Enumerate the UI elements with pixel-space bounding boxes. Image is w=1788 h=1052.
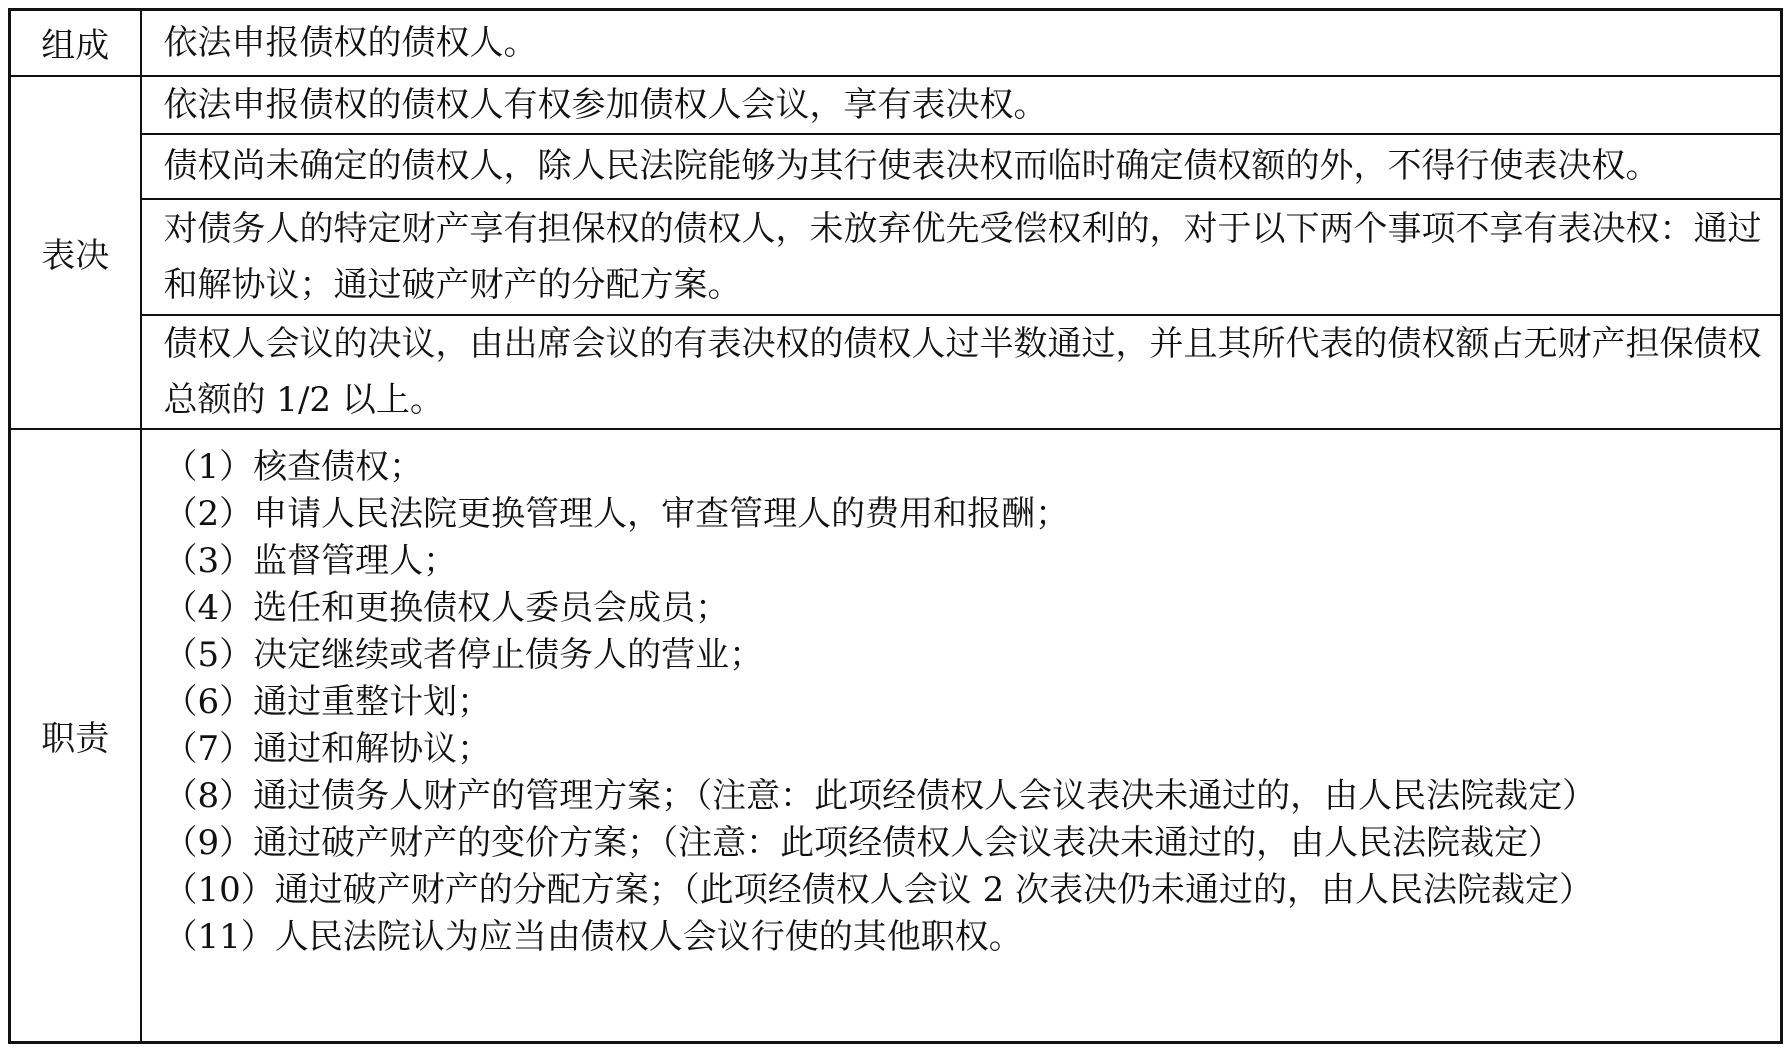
composition-text: 依法申报债权的债权人。 (141, 10, 1782, 76)
duty-item: （1）核查债权； (163, 446, 424, 487)
duty-item: （9）通过破产财产的变价方案；（注意：此项经债权人会议表决未通过的，由人民法院裁定） (163, 822, 1563, 863)
table-row (10, 429, 1782, 1043)
creditors-meeting-table (8, 8, 1783, 1044)
duty-item: （6）通过重整计划； (163, 681, 492, 722)
duties-list (141, 429, 1782, 1043)
row-label-composition: 组成 (10, 10, 141, 76)
duty-item: （4）选任和更换债权人委员会成员； (163, 587, 730, 628)
duty-item: （10）通过破产财产的分配方案；（此项经债权人会议 2 次表决仍未通过的，由人民法院裁定） (163, 869, 1594, 910)
duty-item: （11）人民法院认为应当由债权人会议行使的其他职权。 (163, 916, 1023, 957)
voting-item: 依法申报债权的债权人有权参加债权人会议，享有表决权。 (141, 76, 1782, 134)
table-row (10, 199, 1782, 315)
duty-item: （7）通过和解协议； (163, 728, 492, 769)
row-label-duties: 职责 (10, 429, 141, 1043)
table-row (10, 134, 1782, 199)
duty-item: （2）申请人民法院更换管理人，审查管理人的费用和报酬； (163, 493, 1070, 534)
table-row (10, 315, 1782, 429)
voting-item: 债权人会议的决议，由出席会议的有表决权的债权人过半数通过，并且其所代表的债权额占无财产担保债权总额的 1/2 以上。 (141, 315, 1782, 429)
voting-item: 债权尚未确定的债权人，除人民法院能够为其行使表决权而临时确定债权额的外，不得行使表决权。 (141, 134, 1782, 199)
table-row (10, 76, 1782, 134)
voting-item: 对债务人的特定财产享有担保权的债权人，未放弃优先受偿权利的，对于以下两个事项不享有表决权：通过和解协议；通过破产财产的分配方案。 (141, 199, 1782, 315)
duty-item: （8）通过债务人财产的管理方案；（注意：此项经债权人会议表决未通过的，由人民法院裁定） (163, 775, 1597, 816)
table-row (10, 10, 1782, 76)
row-label-voting: 表决 (10, 76, 141, 429)
duty-item: （3）监督管理人； (163, 540, 458, 581)
duty-item: （5）决定继续或者停止债务人的营业； (163, 634, 764, 675)
